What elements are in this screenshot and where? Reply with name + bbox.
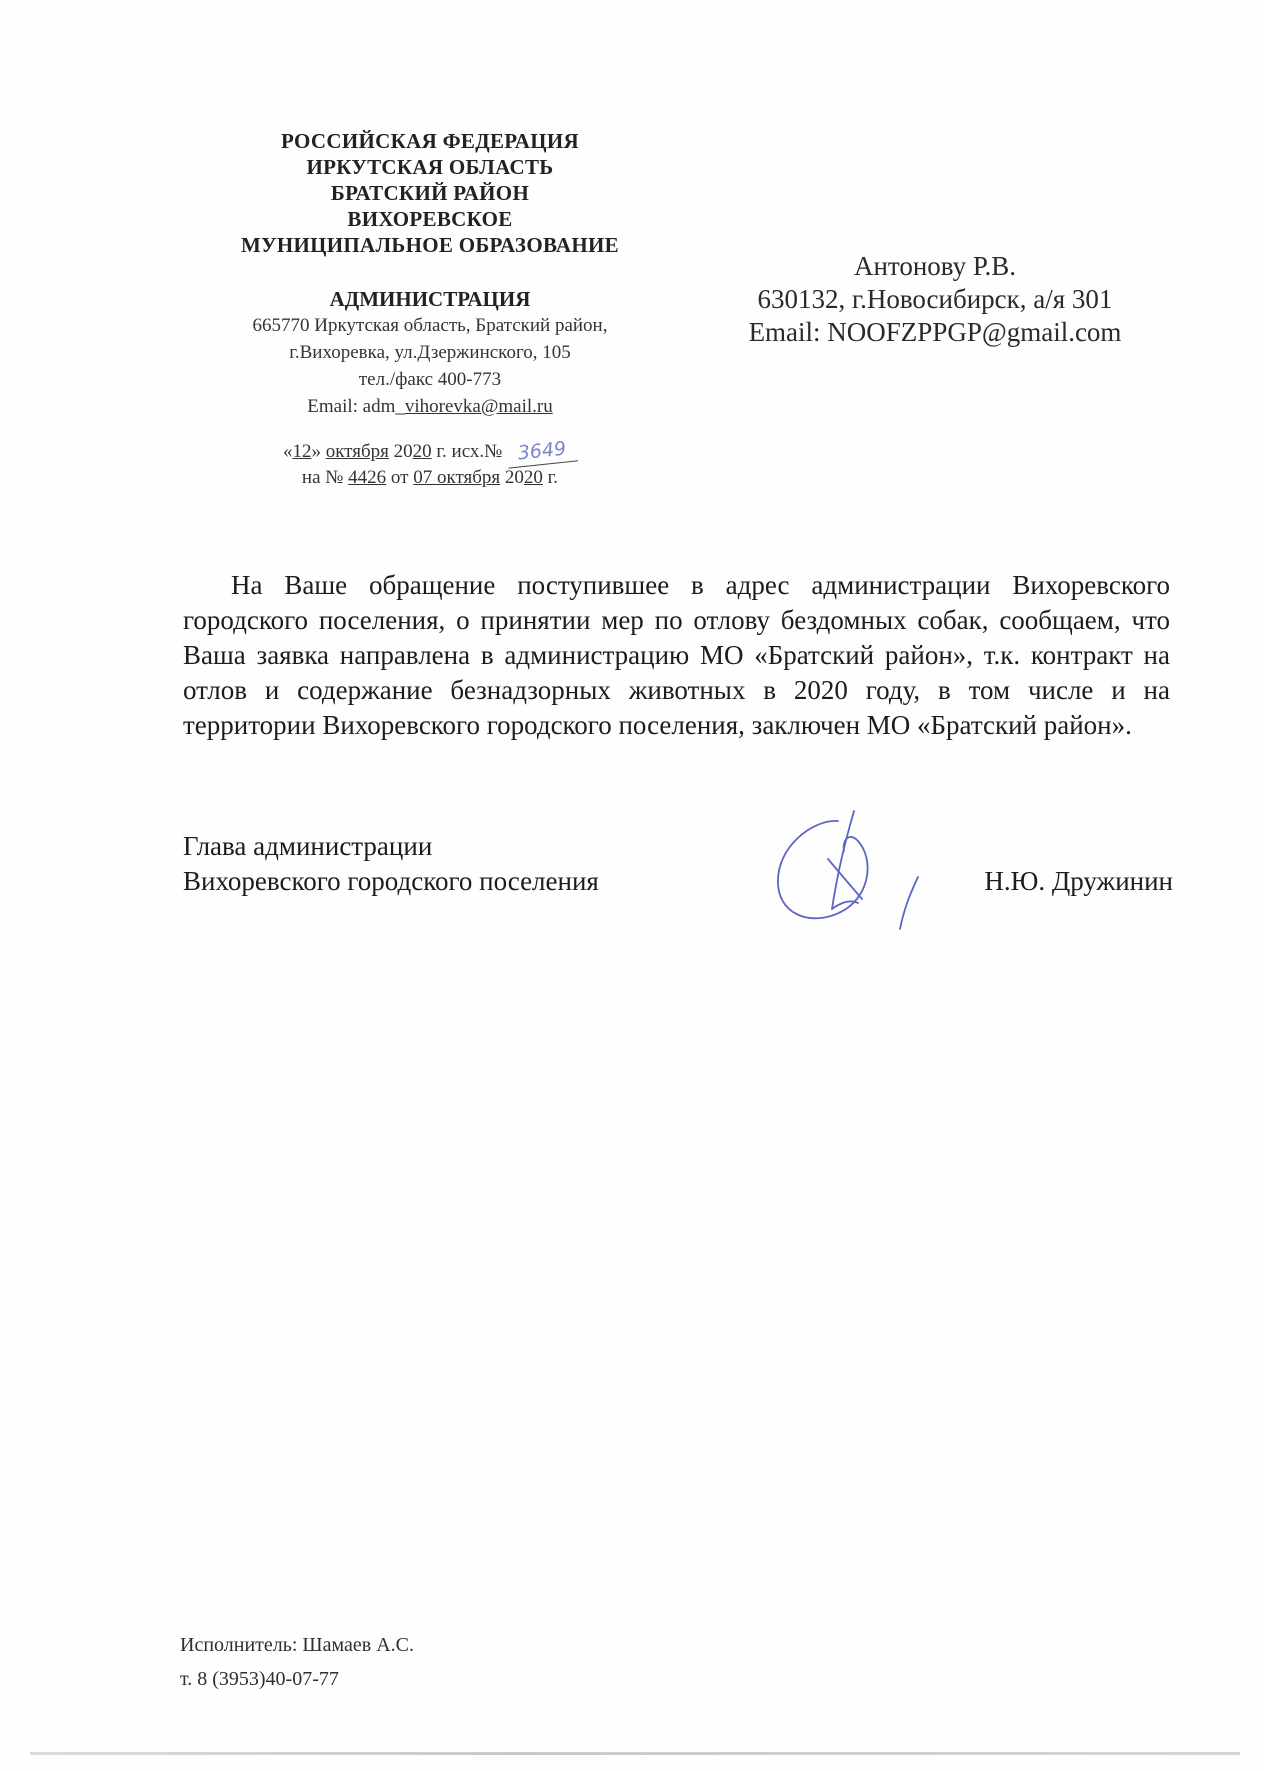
- signature-block: [183, 829, 1173, 949]
- org-line-municipality: ВИХОРЕВСКОЕ: [347, 207, 513, 231]
- outgoing-reference: [180, 438, 680, 465]
- email-link[interactable]: vihorevka@mail.ru: [404, 396, 553, 417]
- incoming-date: 07 октября: [413, 467, 501, 488]
- email-line: [180, 393, 680, 420]
- signatory-title: [183, 829, 599, 899]
- org-line-country: РОССИЙСКАЯ ФЕДЕРАЦИЯ: [281, 129, 579, 153]
- letter-body: На Ваше обращение поступившее в адрес администрации Вихоревского городского поселения, о принятии мер по отлову бездомных собак, сообщаем, что Ваша заявка направлена в администрацию МО «Братский район», т.к. контракт на отлов и содержание безнадзорных животных в 2020 году, в том числе и на территории Вихоревского городского поселения, заключен МО «Братский район».: [183, 570, 1170, 740]
- incoming-year-suffix: 20: [523, 467, 543, 488]
- quote-close: »: [311, 441, 321, 462]
- ref-year-prefix: 20: [393, 441, 413, 462]
- letterhead: [180, 128, 680, 491]
- ref-day: 12: [292, 441, 312, 462]
- executor-phone: т. 8 (3953)40-07-77: [180, 1668, 339, 1690]
- email-prefix: Email: adm_: [307, 396, 405, 417]
- scan-edge-divider: [30, 1752, 1240, 1755]
- executor-name: Исполнитель: Шамаев А.С.: [180, 1634, 414, 1656]
- phone-line: тел./факс 400-773: [358, 369, 502, 390]
- ref-year-tail: г. исх.№: [431, 441, 508, 462]
- signatory-title-line-1: Глава администрации: [183, 831, 433, 861]
- admin-title: АДМИНИСТРАЦИЯ: [329, 287, 531, 311]
- ref-month: октября: [325, 441, 389, 462]
- org-line-district: БРАТСКИЙ РАЙОН: [330, 181, 530, 205]
- incoming-year-tail: г.: [542, 467, 559, 488]
- org-line-formation: МУНИЦИПАЛЬНОЕ ОБРАЗОВАНИЕ: [241, 233, 619, 257]
- incoming-year-prefix: 20: [500, 467, 524, 488]
- org-line-region: ИРКУТСКАЯ ОБЛАСТЬ: [306, 155, 554, 179]
- signatory-name: Н.Ю. Дружинин: [984, 866, 1173, 896]
- recipient-email: Email: NOOFZPPGP@gmail.com: [748, 317, 1122, 347]
- reference-block: [180, 438, 680, 491]
- recipient-block: [705, 250, 1165, 349]
- reply-prefix: на №: [301, 467, 349, 488]
- recipient-address: 630132, г.Новосибирск, а/я 301: [757, 284, 1113, 314]
- handwritten-signature: [758, 799, 948, 939]
- executor-block: [180, 1628, 414, 1696]
- incoming-reference: [180, 465, 680, 491]
- outgoing-number-handwritten: 3649: [506, 434, 578, 468]
- quote-open: «: [282, 441, 293, 462]
- reply-from: от: [386, 467, 414, 488]
- recipient-name: Антонову Р.В.: [853, 251, 1017, 281]
- incoming-number: 4426: [348, 467, 387, 488]
- signatory-title-line-2: Вихоревского городского поселения: [183, 866, 599, 896]
- address-line-2: г.Вихоревка, ул.Дзержинского, 105: [289, 342, 571, 363]
- ref-year-suffix: 20: [412, 441, 432, 462]
- address-line-1: 665770 Иркутская область, Братский район,: [252, 315, 608, 336]
